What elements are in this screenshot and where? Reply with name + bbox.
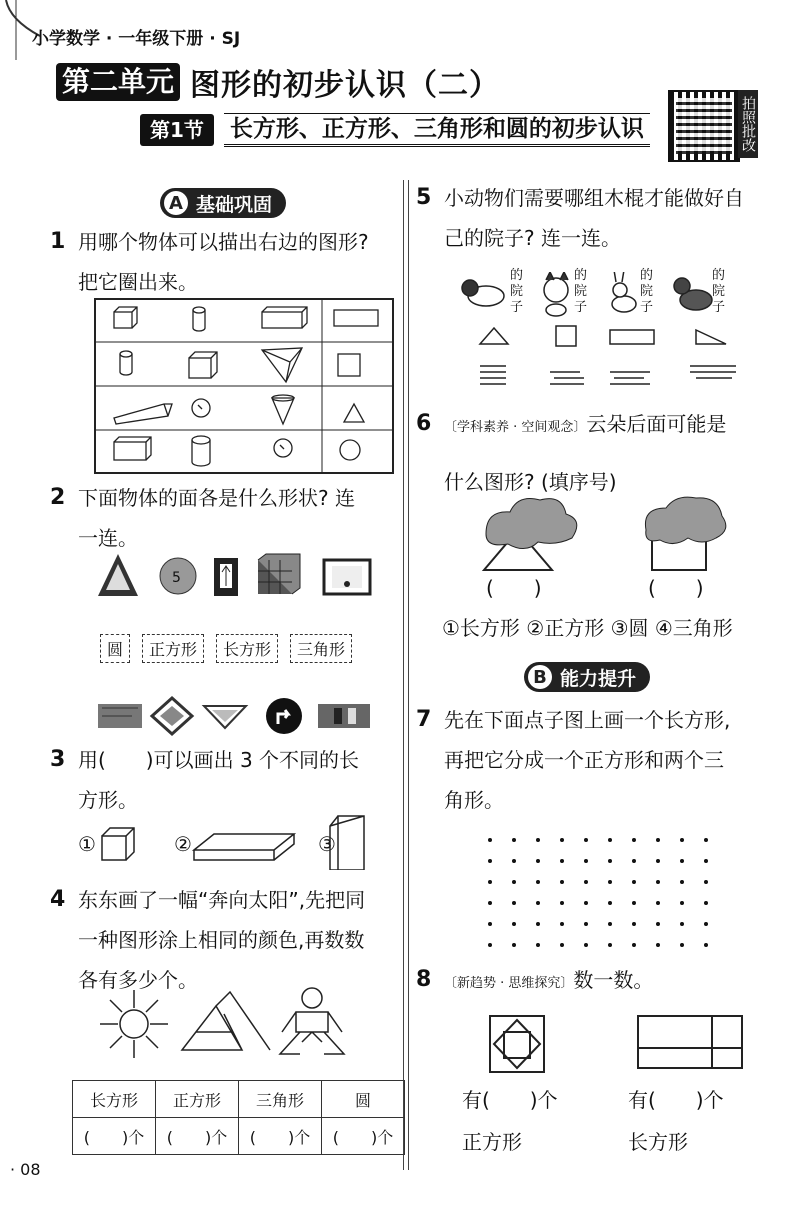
q3-solid-images (98, 814, 388, 870)
grid-dot (488, 880, 492, 884)
answer-cell[interactable]: ( )个 (73, 1118, 156, 1155)
grid-dot (656, 838, 660, 842)
section-title: 长方形、正方形、三角形和圆的初步认识 (224, 113, 650, 147)
svg-text:5: 5 (172, 570, 181, 586)
shape-label: 圆 (100, 634, 130, 663)
answer-blank[interactable]: ( ) (486, 576, 542, 600)
question-3 (50, 740, 359, 820)
grid-dot (680, 859, 684, 863)
question-text: 把它圈出来。 (78, 270, 198, 294)
q8-answer-b[interactable]: 有( )个 (628, 1088, 724, 1112)
q6-cloud-images (476, 494, 736, 574)
q3-option-2: ② (174, 832, 192, 856)
section-heading (140, 112, 650, 148)
shape-label: 正方形 (142, 634, 204, 663)
q1-shape-table (94, 298, 394, 474)
page-number: · 08 (10, 1160, 41, 1179)
grid-dot (536, 901, 540, 905)
grid-dot (560, 859, 564, 863)
section-tag: 第1节 (140, 114, 214, 146)
question-4 (50, 880, 365, 1000)
q5-animals-and-sticks (460, 272, 750, 392)
part-a-label: 基础巩固 (196, 193, 273, 216)
grid-dot (608, 880, 612, 884)
grid-dot (584, 922, 588, 926)
dot-grid[interactable] (488, 838, 712, 948)
grid-dot (512, 922, 516, 926)
part-b-badge (524, 662, 650, 692)
grid-dot (680, 922, 684, 926)
q8-figures (488, 1014, 748, 1078)
grid-dot (656, 859, 660, 863)
question-tag: 〔学科素养 · 空间观念〕 (444, 420, 587, 435)
grid-dot (608, 922, 612, 926)
question-7 (416, 700, 730, 820)
grid-dot (704, 859, 708, 863)
part-b-label: 能力提升 (560, 667, 637, 690)
grid-dot (536, 880, 540, 884)
grid-dot (512, 838, 516, 842)
grid-dot (632, 859, 636, 863)
question-number: 8 (416, 967, 432, 992)
answer-cell[interactable]: ( )个 (239, 1118, 322, 1155)
grid-dot (584, 838, 588, 842)
grid-dot (584, 880, 588, 884)
grid-dot (536, 838, 540, 842)
q4-pictures (100, 984, 390, 1060)
unit-heading (56, 62, 500, 102)
qr-code-icon[interactable] (668, 90, 740, 162)
grid-dot (488, 922, 492, 926)
question-text: 各有多少个。 (78, 968, 198, 992)
question-tag: 〔新趋势 · 思维探究〕 (444, 976, 574, 991)
column-divider (408, 180, 409, 1170)
grid-dot (584, 943, 588, 947)
question-text: 小动物们需要哪组木棍才能做好自 (444, 186, 744, 210)
grid-dot (632, 901, 636, 905)
question-number: 7 (416, 707, 432, 732)
part-a-badge (160, 188, 286, 218)
grid-dot (680, 838, 684, 842)
question-8 (416, 960, 653, 1004)
question-text: 什么图形? (填序号) (444, 470, 617, 494)
q2-shape-labels (100, 634, 352, 663)
table-header: 圆 (322, 1081, 405, 1118)
grid-dot (608, 838, 612, 842)
question-number: 2 (50, 485, 66, 510)
grid-dot (488, 859, 492, 863)
question-text: 用( )可以画出 3 个不同的长 (78, 748, 360, 772)
grid-dot (704, 901, 708, 905)
question-text: 云朵后面可能是 (586, 412, 727, 436)
shape-label: 三角形 (290, 634, 352, 663)
grid-dot (656, 943, 660, 947)
part-a-letter: A (164, 191, 188, 215)
grid-dot (584, 859, 588, 863)
grid-dot (488, 943, 492, 947)
grid-dot (656, 901, 660, 905)
grid-dot (560, 901, 564, 905)
question-text: 方形。 (78, 788, 138, 812)
grid-dot (656, 922, 660, 926)
question-5 (416, 178, 744, 258)
question-text: 角形。 (444, 788, 504, 812)
question-text: 一连。 (78, 526, 138, 550)
table-header: 三角形 (239, 1081, 322, 1118)
yard-label: 的院子 (712, 268, 726, 315)
answer-cell[interactable]: ( )个 (322, 1118, 405, 1155)
question-number: 6 (416, 411, 432, 436)
q8-answer-a[interactable]: 有( )个 (462, 1088, 558, 1112)
answer-blank[interactable]: ( ) (648, 576, 704, 600)
table-header: 正方形 (156, 1081, 239, 1118)
grid-dot (632, 880, 636, 884)
grid-dot (584, 901, 588, 905)
unit-title: 图形的初步认识（二） (190, 68, 501, 103)
q3-option-3: ③ (318, 832, 336, 856)
q8-unit-b: 长方形 (628, 1130, 688, 1154)
question-6 (416, 404, 726, 502)
grid-dot (704, 880, 708, 884)
question-text: 数一数。 (573, 968, 654, 992)
question-text: 下面物体的面各是什么形状? 连 (78, 486, 355, 510)
grid-dot (704, 943, 708, 947)
q8-unit-a: 正方形 (462, 1130, 522, 1154)
grid-dot (680, 901, 684, 905)
grid-dot (488, 838, 492, 842)
q2-shape-images (96, 694, 386, 738)
q4-count-table (72, 1080, 405, 1155)
q2-object-images (96, 550, 386, 606)
grid-dot (656, 880, 660, 884)
qr-label: 拍照批改 (738, 90, 758, 158)
grid-dot (704, 922, 708, 926)
grid-dot (632, 943, 636, 947)
grid-dot (560, 922, 564, 926)
yard-label: 的院子 (574, 268, 588, 315)
question-text: 用哪个物体可以描出右边的图形? (78, 230, 369, 254)
yard-label: 的院子 (510, 268, 524, 315)
question-number: 5 (416, 185, 432, 210)
question-text: 再把它分成一个正方形和两个三 (444, 748, 724, 772)
grid-dot (536, 922, 540, 926)
q3-option-1: ① (78, 832, 96, 856)
q6-options: ①长方形 ②正方形 ③圆 ④三角形 (442, 616, 733, 640)
book-header: 小学数学 · 一年级下册 · SJ (32, 29, 241, 49)
question-1 (50, 222, 369, 302)
grid-dot (512, 901, 516, 905)
grid-dot (536, 859, 540, 863)
part-b-letter: B (528, 665, 552, 689)
grid-dot (680, 943, 684, 947)
grid-dot (704, 838, 708, 842)
shape-label: 长方形 (216, 634, 278, 663)
grid-dot (560, 880, 564, 884)
question-number: 3 (50, 747, 66, 772)
grid-dot (608, 901, 612, 905)
column-divider (403, 180, 404, 1170)
question-number: 4 (50, 887, 66, 912)
grid-dot (512, 859, 516, 863)
yard-label: 的院子 (640, 268, 654, 315)
question-2 (50, 478, 355, 558)
question-number: 1 (50, 229, 66, 254)
grid-dot (560, 943, 564, 947)
unit-tag: 第二单元 (56, 63, 180, 101)
question-text: 己的院子? 连一连。 (444, 226, 621, 250)
grid-dot (488, 901, 492, 905)
grid-dot (632, 922, 636, 926)
answer-cell[interactable]: ( )个 (156, 1118, 239, 1155)
grid-dot (680, 880, 684, 884)
grid-dot (560, 838, 564, 842)
grid-dot (536, 943, 540, 947)
grid-dot (512, 943, 516, 947)
question-text: 东东画了一幅“奔向太阳”,先把同 (78, 888, 366, 912)
question-text: 一种图形涂上相同的颜色,再数数 (78, 928, 365, 952)
question-text: 先在下面点子图上画一个长方形, (444, 708, 731, 732)
grid-dot (608, 943, 612, 947)
table-header: 长方形 (73, 1081, 156, 1118)
grid-dot (512, 880, 516, 884)
grid-dot (632, 838, 636, 842)
grid-dot (608, 859, 612, 863)
